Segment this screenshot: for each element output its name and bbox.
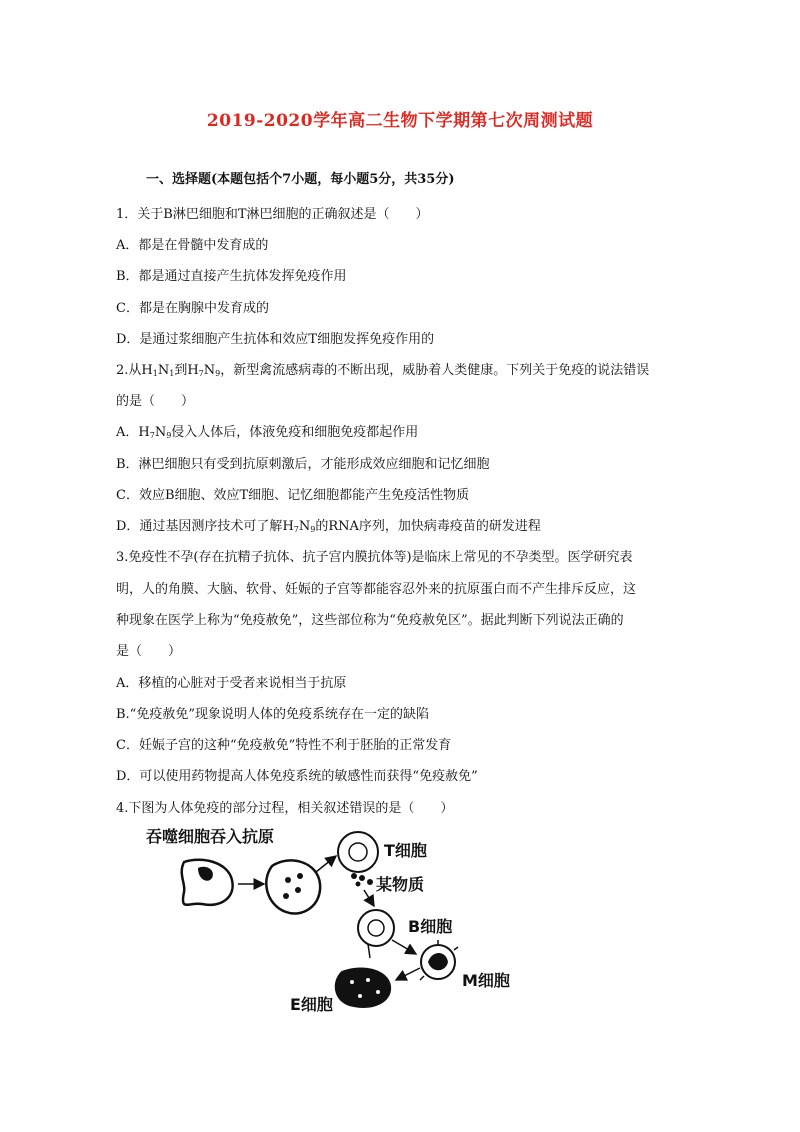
phagocyte-cell bbox=[182, 860, 233, 905]
engulfed-antigen bbox=[198, 867, 213, 881]
page-title: 2019-2020学年高二生物下学期第七次周测试题 bbox=[206, 111, 594, 131]
arrow-to-m-cell bbox=[392, 940, 416, 954]
q2-option-a-sub7: 7 bbox=[149, 431, 155, 440]
substance-dot-3 bbox=[367, 879, 373, 885]
q3-stem-line2: 明，人的角膜、大脑、软骨、妊娠的子宫等都能容忍外来的抗原蛋白而不产生排斥反应，这 bbox=[116, 582, 637, 597]
e-cell-texture-2 bbox=[366, 978, 370, 982]
q2-stem-prefix: 2.从 bbox=[116, 363, 142, 378]
t-cell-label: T细胞 bbox=[384, 841, 427, 860]
arrow-to-b-cell bbox=[364, 890, 374, 906]
q2-option-d-sub9: 9 bbox=[310, 525, 316, 534]
q3-stem-line3: 种现象在医学上称为“免疫赦免”，这些部位称为“免疫赦免区”。据此判断下列说法正确的 bbox=[116, 613, 624, 628]
t-cell bbox=[338, 832, 378, 872]
b-cell bbox=[358, 910, 394, 946]
q2-h1n1-n: N bbox=[157, 363, 170, 378]
antigen-dot-1 bbox=[285, 877, 291, 883]
arrow-m-to-e bbox=[396, 968, 420, 980]
q2-h1n1-h: H bbox=[141, 363, 153, 378]
q3-option-d: D．可以使用药物提高人体免疫系统的敏感性而获得“免疫赦免” bbox=[116, 769, 478, 784]
e-cell-texture-3 bbox=[376, 990, 380, 994]
m-cell-spike-2 bbox=[454, 947, 458, 950]
antigen-dot-4 bbox=[283, 893, 289, 899]
q2-option-a-text: 侵入人体后，体液免疫和细胞免疫都起作用 bbox=[171, 425, 419, 440]
q1-option-d: D．是通过浆细胞产生抗体和效应T细胞发挥免疫作用的 bbox=[116, 332, 435, 347]
e-cell-texture-1 bbox=[350, 980, 354, 984]
q2-h7n9-sub7: 7 bbox=[198, 369, 204, 378]
m-cell-spike-3 bbox=[420, 976, 424, 980]
m-cell-label: M细胞 bbox=[462, 971, 510, 990]
substance-label: 某物质 bbox=[376, 875, 425, 894]
arrow-to-t-cell bbox=[316, 856, 336, 872]
q2-option-a-sub9: 9 bbox=[166, 431, 172, 440]
q2-option-c: C．效应B细胞、效应T细胞、记忆细胞都能产生免疫活性物质 bbox=[116, 488, 470, 503]
q2-option-d-n: N bbox=[298, 519, 311, 534]
b-cell-nucleus bbox=[368, 920, 384, 936]
q2-stem-rest: ，新型禽流感病毒的不断出现，威胁着人类健康。下列关于免疫的说法错误 bbox=[220, 363, 650, 378]
q2-option-a bbox=[116, 421, 418, 440]
q1-option-c: C．都是在胸腺中发育成的 bbox=[116, 301, 269, 316]
q1-stem: 1．关于B淋巴细胞和T淋巴细胞的正确叙述是（ ） bbox=[116, 207, 429, 222]
q2-option-d bbox=[116, 515, 541, 534]
antigen-dot-3 bbox=[295, 887, 301, 893]
m-cell-nucleus bbox=[428, 953, 448, 970]
q2-h7n9-n: N bbox=[203, 363, 216, 378]
q2-stem-line2: 的是（ ） bbox=[116, 394, 195, 409]
section-heading: 一、选择题(本题包括个7小题，每小题5分，共35分) bbox=[146, 172, 455, 187]
q2-h7n9-sub9: 9 bbox=[215, 369, 221, 378]
q2-h7n9-h: H bbox=[187, 363, 199, 378]
q1-option-a: A．都是在骨髓中发育成的 bbox=[116, 238, 269, 253]
q2-option-d-sub7: 7 bbox=[293, 525, 299, 534]
q2-h1n1-sub2: 1 bbox=[169, 369, 175, 378]
antigen-dot-2 bbox=[297, 873, 303, 879]
e-cell-texture-4 bbox=[358, 994, 362, 998]
q3-option-c: C．妊娠子宫的这种“免疫赦免”特性不利于胚胎的正常发育 bbox=[116, 738, 452, 753]
q2-h1n1-sub1: 1 bbox=[152, 369, 158, 378]
q1-option-b: B．都是通过直接产生抗体发挥免疫作用 bbox=[116, 269, 347, 284]
q2-option-b: B．淋巴细胞只有受到抗原刺激后，才能形成效应细胞和记忆细胞 bbox=[116, 457, 490, 472]
q3-option-a: A．移植的心脏对于受者来说相当于抗原 bbox=[116, 676, 347, 691]
q2-stem-line1 bbox=[116, 359, 649, 378]
q2-option-d-h: H bbox=[282, 519, 294, 534]
substance-dot-4 bbox=[356, 882, 361, 887]
q4-stem: 4.下图为人体免疫的部分过程，相关叙述错误的是（ ） bbox=[116, 801, 454, 816]
e-cell-label: E细胞 bbox=[290, 995, 333, 1014]
q2-option-a-prefix: A． bbox=[116, 425, 139, 440]
immune-process-diagram bbox=[140, 822, 540, 1022]
q2-option-a-h: H bbox=[138, 425, 150, 440]
phagocyte-label: 吞噬细胞吞入抗原 bbox=[146, 827, 275, 846]
substance-dot-2 bbox=[359, 875, 365, 881]
q2-option-a-n: N bbox=[154, 425, 167, 440]
q3-stem-line1: 3.免疫性不孕(存在抗精子抗体、抗子宫内膜抗体等)是临床上常见的不孕类型。医学研究表 bbox=[116, 550, 633, 565]
substance-dot-1 bbox=[351, 873, 357, 879]
antigen-presenting-cell bbox=[266, 860, 320, 913]
t-cell-nucleus bbox=[349, 843, 367, 861]
q3-option-b: B.“免疫赦免”现象说明人体的免疫系统存在一定的缺陷 bbox=[116, 707, 429, 722]
arrow-b-to-e-segment bbox=[368, 944, 370, 958]
e-cell bbox=[336, 968, 390, 1007]
q2-option-d-prefix: D．通过基因测序技术可了解 bbox=[116, 519, 283, 534]
b-cell-label: B细胞 bbox=[408, 917, 453, 936]
q3-stem-line4: 是（ ） bbox=[116, 644, 182, 659]
q2-stem-mid: 到 bbox=[174, 363, 188, 378]
q2-option-d-text: 的RNA序列，加快病毒疫苗的研发进程 bbox=[315, 519, 541, 534]
